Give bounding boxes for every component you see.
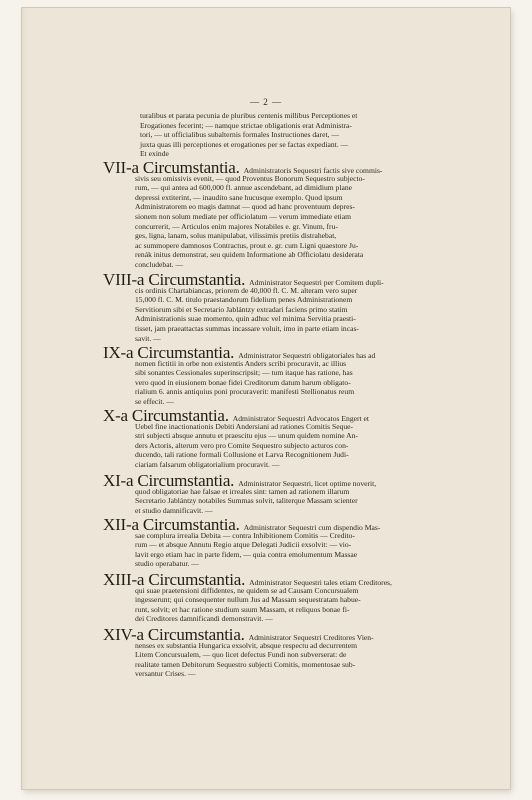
circumstantia-section xyxy=(103,471,463,515)
section-line: ingesserunt; qui consequenter nullum Jus ad Massam sequestratam habue- xyxy=(135,595,361,605)
section-line: Administrator Sequestri Advocatos Engert et xyxy=(232,414,370,423)
section-line: rum — et absque Annutu Regio atque Delegati Judicii exsolvit: — vio- xyxy=(135,540,352,550)
section-line: Administrator Sequestri tales etiam Creditores, xyxy=(249,578,392,587)
section-body xyxy=(103,641,463,679)
page-edge-shadow xyxy=(22,8,28,789)
section-line: nenses ex substantia Hungarica exsolvit, absque respectu ad decurrentem xyxy=(135,640,358,650)
section-line: Servitiorum sibi et Secretario Jablántzy extradari faciens primo statim xyxy=(135,304,348,314)
section-body xyxy=(103,422,463,470)
section-line: Administrator Sequestri Creditores Vien- xyxy=(248,633,374,642)
section-line: tisset, jam praeattactas summas incassare voluit, imo in parte etiam incas- xyxy=(135,323,359,333)
section-heading: X-a Circumstantia. xyxy=(103,406,229,425)
section-body xyxy=(103,487,463,516)
section-line: versantur Crises. — xyxy=(135,669,196,679)
section-heading: XIV-a Circumstantia. xyxy=(103,625,245,644)
section-line: nomen fictitii in orbe non existentis Anders scribi procuravit, ac illius xyxy=(135,358,347,368)
section-line: se effecit. — xyxy=(135,396,174,406)
section-line: Administrator Sequestri cum dispendio Mas- xyxy=(243,523,381,532)
section-body xyxy=(103,359,463,407)
section-body xyxy=(103,586,463,624)
section-line: ders Actoris, alterum vero pro Comite Sequestro subjecto acturos con- xyxy=(135,440,349,450)
intro-line: turalibus et parata pecunia de pluribus centenis millibus Perceptiones et xyxy=(140,111,358,120)
section-line: realitate tamen Debitorum Sequestro subjecti Comitis, momentosae sub- xyxy=(135,659,356,669)
section-line: Administratoris Sequestri factis sive commis- xyxy=(243,166,383,175)
section-line: studio operabatur. — xyxy=(135,559,199,569)
section-line: concurrerit, — Articulos enim majores Notabiles e. gr. Vinum, fru- xyxy=(135,221,338,231)
section-heading: XIII-a Circumstantia. xyxy=(103,570,246,589)
section-line: 15,000 fl. C. M. titulo praestandorum fidelium penes Administrationem xyxy=(135,295,353,305)
section-line: Litem Concursualem, — quo licet defectus Fundi non subverserat: de xyxy=(135,650,347,660)
section-line: Administratorem eo magis damnat — quod ad hanc proventuum depres- xyxy=(135,202,355,212)
section-line: dei Creditores damnificandi demonstravit. — xyxy=(135,614,273,624)
section-line: stri subjecti absque annutu et praescitu ejus — unum quidem nomine An- xyxy=(135,431,358,441)
section-heading: XII-a Circumstantia. xyxy=(103,515,240,534)
circumstantia-section xyxy=(103,343,463,407)
section-line: sionem non solum mediate per officiolatum — verum immediate etiam xyxy=(135,211,352,221)
section-heading: VII-a Circumstantia. xyxy=(103,158,240,177)
section-line: Administrator Sequestri per Comitem dupli- xyxy=(249,278,384,287)
section-body xyxy=(103,531,463,569)
section-line: rialium 6. annis antiquius poni procuraverit: manifesti Stellionatus reum xyxy=(135,387,355,397)
section-line: ges, ligna, lanam, solus manipulabat, vilissimis pretiis distrahebat, xyxy=(135,231,337,241)
section-body xyxy=(103,174,463,270)
section-line: runt, solvit; et hac ratione studium suum Massam, et reliquos bonae fi- xyxy=(135,604,350,614)
page-number: — 2 — xyxy=(250,97,282,107)
circumstantia-section xyxy=(103,625,463,679)
circumstantia-section xyxy=(103,406,463,470)
section-heading: IX-a Circumstantia. xyxy=(103,343,235,362)
section-line: depressi extiterint, — inaudito sane hucusque exemplo. Quod ipsum xyxy=(135,192,343,202)
section-heading: VIII-a Circumstantia. xyxy=(103,270,246,289)
section-line: sibi sonantes Cessionales superinscripsit; — tum itaque has ratione, has xyxy=(135,368,353,378)
section-line: quod obligatoriae hae falsae et irreales sint: tamen ad rationem illarum xyxy=(135,486,350,496)
intro-line: Et exinde xyxy=(140,149,169,158)
section-line: qui suae praetensioni diffidentes, ne quidem se ad Causam Concursualem xyxy=(135,585,359,595)
section-body xyxy=(103,286,463,344)
section-line: rum, — qui antea ad 600,000 fl. annue ascendebant, ad dimidium plane xyxy=(135,183,352,193)
intro-line: Erogationes fecerint; — namque strictae obligationis erat Administra- xyxy=(140,120,352,130)
section-line: Administrator Sequestri obligatoriales has ad xyxy=(238,351,376,360)
section-line: cis ordinis Chartabiancas, priorem de 40,000 fl. C. M. alteram vero super xyxy=(135,285,358,295)
section-line: Uebel fine inactionationis Debiti Andersiani ad rationes Comitis Seque- xyxy=(135,421,354,431)
section-line: Secretario Jablántzy notabiles Summas solvit, taliterque Massam scienter xyxy=(135,496,358,506)
section-line: vero quod in eiusionem bonae fidei Creditorum datum harum obligato- xyxy=(135,377,351,387)
section-line: concludebat. — xyxy=(135,259,184,269)
section-line: ducendo, tali ratione formali Collusione et Larva Recognitionem Judi- xyxy=(135,450,349,460)
section-line: sivis seu omissivis evenit, — quod Proventus Bonorum Sequestro subjecto- xyxy=(135,173,365,183)
circumstantia-section xyxy=(103,515,463,569)
section-line: ciariam falsarum obligatorialium procuravit. — xyxy=(135,459,280,469)
section-line: lavit ergo etiam hac in parte fidem, — quia contra emolumentum Massae xyxy=(135,549,358,559)
section-line: ac summopere damnosos Contractus, prout e. gr. cum Ligni quaestore Ju- xyxy=(135,240,359,250)
section-line: savit. — xyxy=(135,333,161,343)
section-line: Administrationis suae momento, quin adhuc vel minima Servitia praesti- xyxy=(135,314,356,324)
section-line: sae complura irrealia Debita — contra Inhibitionem Comitis — Credito- xyxy=(135,530,355,540)
section-line: renák initus demonstrat, seu quidem Informatione ab Officiolatu desiderata xyxy=(135,250,364,260)
intro-line: tori, — ut officialibus subalternis formales Instructiones daret, — xyxy=(140,130,339,139)
circumstantia-section xyxy=(103,158,463,270)
section-heading: XI-a Circumstantia. xyxy=(103,471,235,490)
circumstantia-section xyxy=(103,570,463,624)
intro-line: juxta quas illi perceptiones et erogationes per se factas expediant. — xyxy=(140,139,349,149)
section-line: et studio damnificavit. — xyxy=(135,505,213,515)
intro-paragraph xyxy=(140,111,462,159)
section-line: Administrator Sequestri, licet optime noverit, xyxy=(238,479,377,488)
circumstantia-section xyxy=(103,270,463,343)
